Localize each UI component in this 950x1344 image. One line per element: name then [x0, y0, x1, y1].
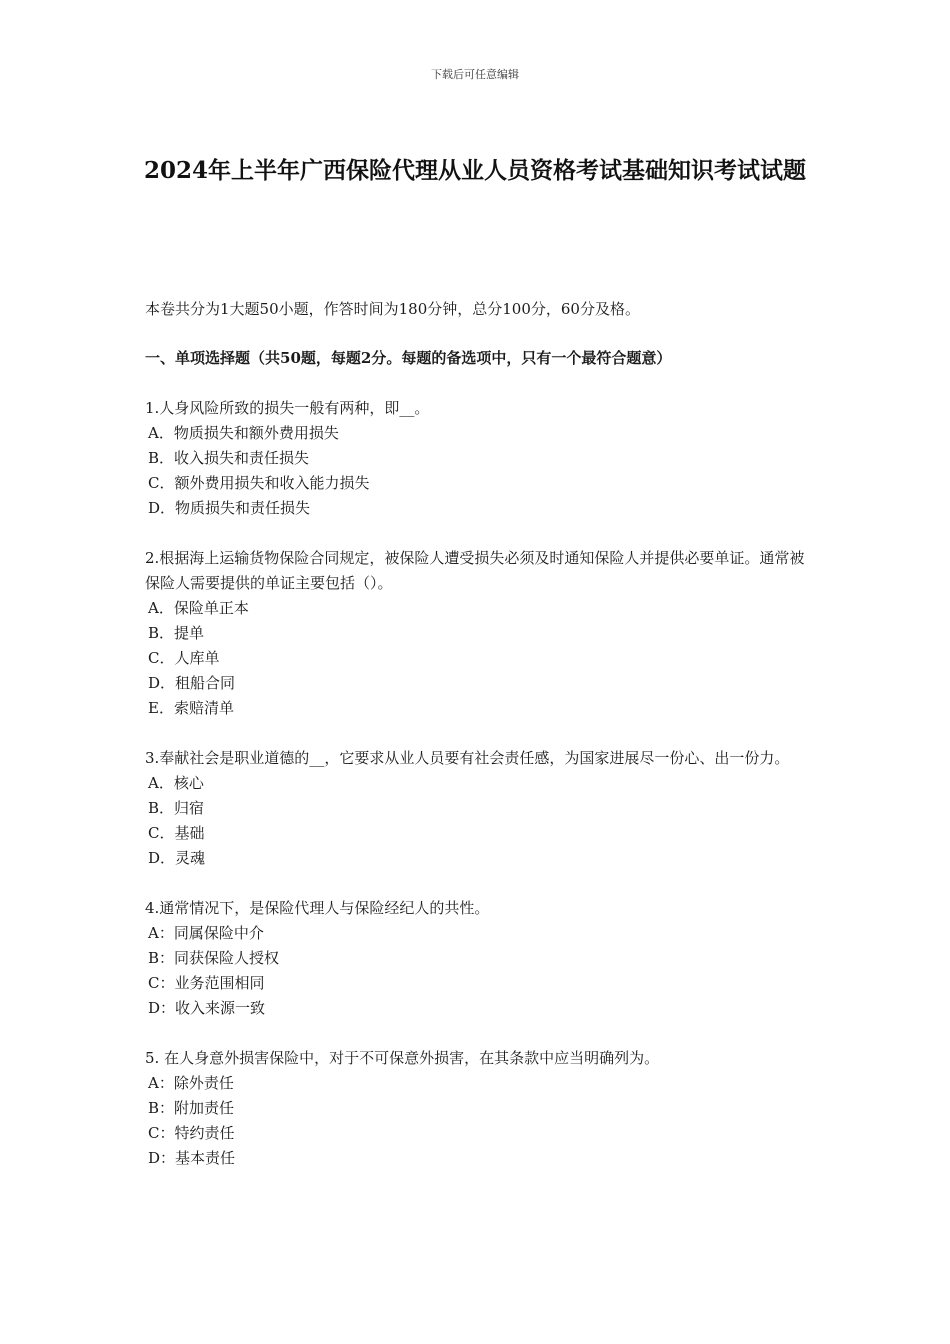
option: C：业务范围相同 [148, 974, 265, 992]
document-body [145, 297, 810, 1196]
option: C．人库单 [148, 649, 220, 667]
option-list [145, 596, 810, 721]
option-list [145, 921, 810, 1021]
option: D：收入来源一致 [148, 999, 266, 1017]
option: C．额外费用损失和收入能力损失 [148, 474, 370, 492]
question-4 [145, 896, 810, 1021]
option: D．租船合同 [148, 674, 236, 692]
option-list [145, 1071, 810, 1171]
option: D．灵魂 [148, 849, 206, 867]
option-list [145, 421, 810, 521]
section-heading: 一、单项选择题（共50题，每题2分。每题的备选项中，只有一个最符合题意） [145, 349, 672, 367]
option: B．收入损失和责任损失 [148, 449, 310, 467]
option: A．核心 [148, 774, 204, 792]
question-1 [145, 396, 810, 521]
option: C：特约责任 [148, 1124, 235, 1142]
option-list [145, 771, 810, 871]
option: A．保险单正本 [148, 599, 249, 617]
option: E．索赔清单 [148, 699, 234, 717]
question-stem: 3.奉献社会是职业道德的__，它要求从业人员要有社会责任感，为国家进展尽一份心、出一份力。 [145, 749, 790, 767]
question-stem: 4.通常情况下，是保险代理人与保险经纪人的共性。 [145, 899, 490, 917]
option: A：除外责任 [148, 1074, 234, 1092]
question-2 [145, 546, 810, 721]
page-title: 2024年上半年广西保险代理从业人员资格考试基础知识考试试题 [143, 157, 806, 184]
question-stem: 5. 在人身意外损害保险中，对于不可保意外损害，在其条款中应当明确列为。 [145, 1049, 660, 1067]
header-note: 下载后可任意编辑 [431, 68, 519, 81]
option: D：基本责任 [148, 1149, 236, 1167]
option: B：附加责任 [148, 1099, 235, 1117]
question-stem: 1.人身风险所致的损失一般有两种，即__。 [145, 399, 430, 417]
option: B．归宿 [148, 799, 205, 817]
option: D．物质损失和责任损失 [148, 499, 311, 517]
option: B．提单 [148, 624, 205, 642]
question-stem: 2.根据海上运输货物保险合同规定，被保险人遭受损失必须及时通知保险人并提供必要单证。通常被保险人需要提供的单证主要包括（）。 [145, 549, 805, 592]
option: B：同获保险人授权 [148, 949, 280, 967]
option: C．基础 [148, 824, 205, 842]
question-3 [145, 746, 810, 871]
option: A：同属保险中介 [148, 924, 264, 942]
option: A．物质损失和额外费用损失 [148, 424, 339, 442]
question-5 [145, 1046, 810, 1171]
exam-intro: 本卷共分为1大题50小题，作答时间为180分钟，总分100分，60分及格。 [145, 300, 640, 318]
